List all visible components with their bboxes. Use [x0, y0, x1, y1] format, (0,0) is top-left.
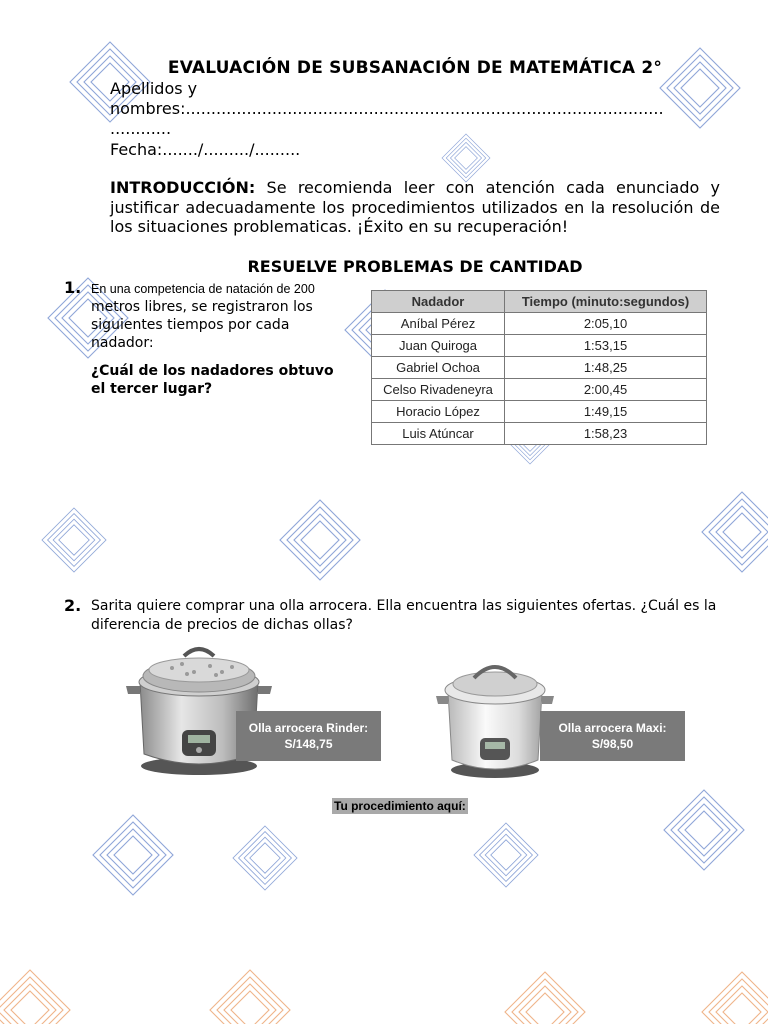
- introduction-label: INTRODUCCIÓN:: [110, 178, 256, 197]
- question-1-number: 1.: [64, 278, 82, 297]
- table-row: [372, 357, 707, 379]
- swimmer-name: Luis Atúncar: [372, 423, 505, 445]
- question-1-statement-part1: En una competencia de natación de 200: [91, 282, 315, 296]
- swimmer-name: Horacio López: [372, 401, 505, 423]
- introduction-text: Se recomienda leer con atención cada enunciado y justificar adecuadamente los procedimientos utilizados en la resolución de los situaciones problematicas. ¡Éxito en su recuperación!: [110, 178, 720, 236]
- swim-times-table: [371, 290, 707, 445]
- swimmer-name: Celso Rivadeneyra: [372, 379, 505, 401]
- question-1-statement-part2: metros libres, se registraron los siguientes tiempos por cada nadador:: [91, 299, 313, 351]
- maxi-price-label: [540, 711, 685, 761]
- table-row: [372, 335, 707, 357]
- swim-time: 1:53,15: [505, 335, 707, 357]
- maxi-price: S/98,50: [591, 737, 634, 751]
- swim-time: 1:49,15: [505, 401, 707, 423]
- name-field-continuation: ............: [110, 119, 172, 138]
- rinder-price-label: [236, 711, 381, 761]
- table-row: [372, 379, 707, 401]
- table-row: [372, 423, 707, 445]
- question-1-statement: [91, 280, 341, 352]
- swim-time: 2:05,10: [505, 313, 707, 335]
- question-2-number: 2.: [64, 596, 82, 615]
- table-row: [372, 313, 707, 335]
- swim-time: 1:58,23: [505, 423, 707, 445]
- question-1-prompt: ¿Cuál de los nadadores obtuvo el tercer lugar?: [91, 363, 334, 397]
- table-row: [372, 401, 707, 423]
- name-label-line1: Apellidos y: [110, 79, 198, 98]
- rinder-price: S/148,75: [284, 737, 333, 751]
- introduction-paragraph: [110, 178, 720, 237]
- procedure-label: Tu procedimiento aquí:: [334, 799, 466, 813]
- rinder-name: Olla arrocera Rinder:: [248, 721, 369, 735]
- swim-time: 1:48,25: [505, 357, 707, 379]
- question-2-statement: Sarita quiere comprar una olla arrocera. Ella encuentra las siguientes ofertas. ¿Cuál es la diferencia de precios de dichas ollas?: [91, 598, 717, 633]
- swimmer-name: Aníbal Pérez: [372, 313, 505, 335]
- swimmer-name: Gabriel Ochoa: [372, 357, 505, 379]
- table-header-row: [372, 291, 707, 313]
- exam-title: EVALUACIÓN DE SUBSANACIÓN DE MATEMÁTICA 2°: [167, 58, 663, 78]
- column-header-time: Tiempo (minuto:segundos): [505, 291, 707, 313]
- date-field-line: Fecha:......./........./.........: [110, 140, 301, 159]
- rice-cooker-maxi-image: [434, 656, 556, 782]
- swimmer-name: Juan Quiroga: [372, 335, 505, 357]
- maxi-name: Olla arrocera Maxi:: [558, 721, 667, 735]
- name-field-line: nombres:..............................................................................................: [110, 99, 664, 118]
- section-title: RESUELVE PROBLEMAS DE CANTIDAD: [247, 257, 583, 276]
- column-header-swimmer: Nadador: [372, 291, 505, 313]
- swim-time: 2:00,45: [505, 379, 707, 401]
